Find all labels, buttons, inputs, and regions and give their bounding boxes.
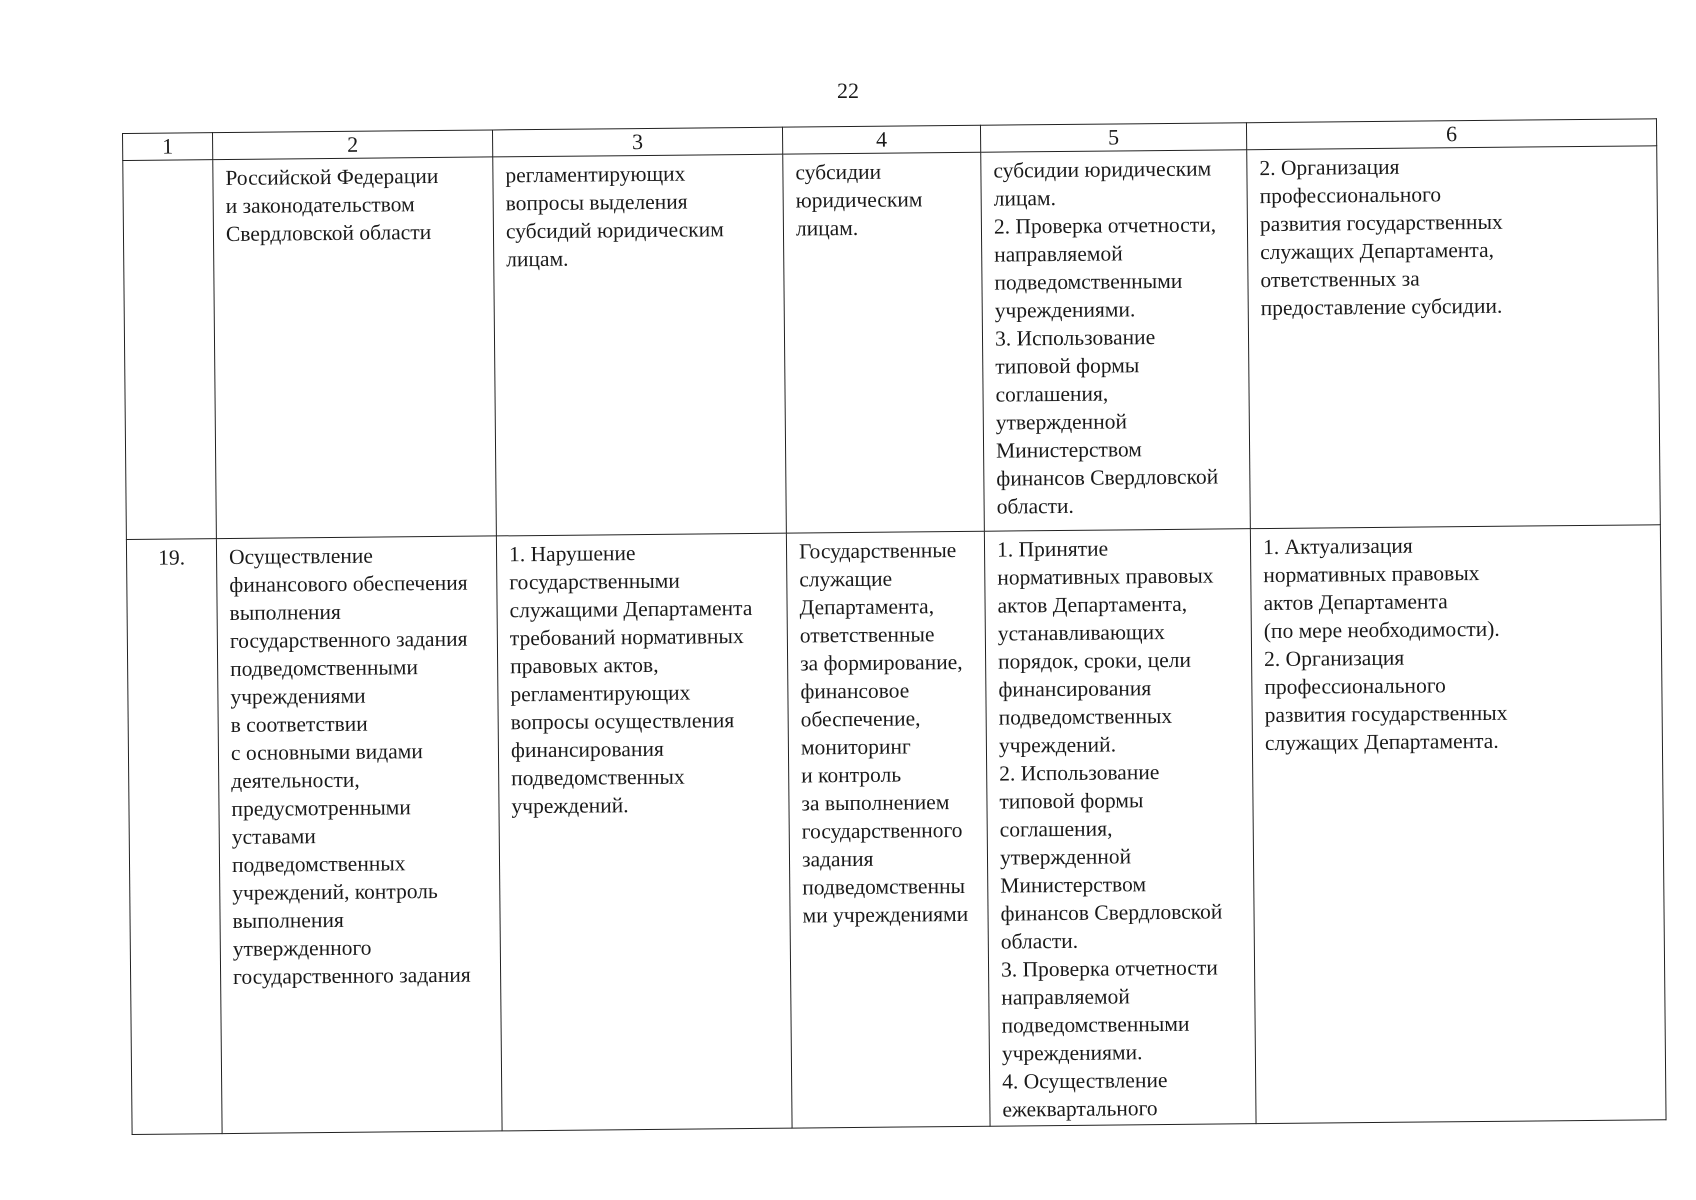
cell-text-line: Министерством	[995, 437, 1142, 463]
cell-corruption-function	[213, 157, 497, 539]
cell-text-line: типовой формы	[999, 788, 1144, 814]
table-row	[126, 525, 1666, 1135]
cell-text-line: задания	[801, 846, 874, 872]
cell-text-line: субсидии юридическим	[993, 156, 1212, 183]
cell-typical-situation	[493, 154, 787, 536]
cell-text-line: подведомственных	[511, 764, 685, 791]
row-number-cell	[123, 160, 217, 540]
cell-text-line: Государственные	[798, 538, 957, 564]
cell-text-line: субсидии	[795, 159, 882, 185]
cell-text-line: утвержденной	[999, 844, 1132, 870]
cell-text-line: области.	[1000, 928, 1079, 954]
cell-text-line: финансовое	[800, 678, 910, 704]
cell-text-line: развития государственных	[1264, 700, 1508, 728]
cell-text-line: финансирования	[510, 736, 664, 763]
cell-text-line: актов Департамента,	[997, 591, 1188, 618]
header-cell-1: 1	[123, 133, 213, 161]
cell-text-line: направляемой	[994, 241, 1123, 267]
cell-text-line: 2. Организация	[1263, 645, 1405, 672]
cell-text-line: учреждениями	[230, 683, 366, 709]
row-number-cell: 19.	[126, 539, 222, 1135]
cell-text-line: в соответствии	[230, 711, 368, 737]
cell-responsible-positions	[783, 152, 985, 533]
cell-text-line: мониторинг	[800, 734, 911, 760]
cell-text-line: профессионального	[1259, 182, 1442, 209]
cell-text-line: государственными	[509, 568, 680, 595]
cell-text-line: служащие	[799, 566, 893, 592]
header-cell-5: 5	[980, 123, 1246, 153]
cell-text-line: 1. Нарушение	[508, 541, 636, 567]
cell-text-line: направляемой	[1001, 984, 1130, 1010]
cell-text-line: выполнения	[229, 599, 341, 625]
cell-text-line: Свердловской области	[225, 220, 432, 247]
cell-text-line: актов Департамента	[1263, 589, 1448, 616]
cell-text-line: обеспечение,	[800, 706, 921, 732]
cell-text-line: 1. Актуализация	[1262, 533, 1413, 560]
cell-text-line: регламентирующих	[510, 680, 691, 707]
cell-minimization-measures	[981, 150, 1251, 532]
cell-text-line: служащих Департамента,	[1260, 237, 1495, 265]
cell-text-line: лицам.	[506, 246, 569, 272]
cell-text-line: юридическим	[795, 187, 923, 213]
cell-text-line: утвержденной	[995, 409, 1128, 435]
cell-text-line: учреждениями.	[1001, 1040, 1143, 1066]
cell-typical-situation	[496, 533, 792, 1131]
cell-text-line: развития государственных	[1259, 209, 1503, 237]
cell-text-line: 2. Использование	[999, 760, 1160, 786]
cell-text-line: государственного задания	[229, 626, 468, 653]
cell-text-line: регламентирующих	[505, 161, 686, 188]
header-cell-2: 2	[213, 130, 493, 160]
cell-text-line: государственного задания	[232, 962, 471, 989]
header-cell-4: 4	[782, 125, 980, 154]
cell-additional-measures	[1247, 146, 1661, 529]
cell-text-line: подведомственных	[998, 703, 1173, 730]
cell-text-line: субсидий юридическим	[505, 217, 724, 244]
cell-text-line: лицам.	[993, 186, 1057, 211]
cell-text-line: подведомственными	[1001, 1011, 1190, 1038]
cell-text-line: подведомственными	[230, 655, 419, 681]
cell-text-line: Осуществление	[228, 543, 373, 569]
cell-text-line: ответственные	[799, 622, 935, 648]
cell-text-line: деятельности,	[231, 767, 360, 793]
cell-text-line: подведомственными	[994, 268, 1183, 295]
cell-text-line: Департамента,	[799, 594, 935, 620]
cell-text-line: уставами	[231, 824, 316, 849]
cell-text-line: ежеквартального	[1002, 1096, 1158, 1122]
cell-text-line: соглашения,	[995, 381, 1109, 407]
cell-text-line: вопросы выделения	[505, 189, 688, 216]
cell-text-line: государственного	[801, 817, 963, 844]
cell-text-line: устанавливающих	[997, 620, 1165, 646]
cell-text-line: учреждений.	[998, 732, 1117, 758]
cell-text-line: вопросы осуществления	[510, 708, 735, 735]
cell-text-line: 4. Осуществление	[1002, 1068, 1168, 1094]
cell-text-line: лицам.	[795, 215, 859, 241]
cell-text-line: нормативных правовых	[997, 563, 1214, 590]
cell-text-line: за формирование,	[800, 649, 963, 676]
cell-additional-measures	[1250, 525, 1666, 1124]
cell-text-line: учреждениями.	[994, 297, 1136, 323]
cell-text-line: финансирования	[998, 676, 1152, 702]
cell-text-line: и контроль	[801, 762, 902, 788]
cell-text-line: предусмотренными	[231, 795, 411, 821]
cell-text-line: профессионального	[1264, 673, 1446, 700]
cell-text-line: подведомственны	[802, 873, 966, 900]
cell-text-line: служащих Департамента.	[1264, 728, 1499, 756]
cell-text-line: выполнения	[232, 907, 344, 933]
cell-text-line: нормативных правовых	[1263, 560, 1480, 588]
cell-text-line: учреждений.	[511, 793, 629, 819]
cell-text-line: подведомственных	[231, 851, 406, 877]
cell-text-line: 1. Принятие	[996, 536, 1109, 562]
cell-text-line: типовой формы	[995, 353, 1140, 379]
table-row	[123, 146, 1661, 540]
cell-text-line: 2. Проверка отчетности,	[993, 212, 1217, 239]
cell-text-line: требований нормативных	[509, 624, 744, 651]
cell-text-line: предоставление субсидии.	[1260, 293, 1503, 321]
cell-text-line: учреждений, контроль	[232, 879, 438, 905]
cell-corruption-function	[216, 536, 502, 1134]
page-number: 22	[837, 78, 859, 103]
cell-text-line: области.	[996, 493, 1074, 519]
cell-text-line: финансов Свердловской	[1000, 899, 1223, 926]
cell-text-line: ми учреждениями	[802, 901, 969, 928]
cell-text-line: соглашения,	[999, 816, 1113, 842]
document-table-wrapper	[122, 118, 1666, 1135]
cell-text-line: финансов Свердловской	[996, 464, 1219, 491]
cell-text-line: финансового обеспечения	[229, 570, 468, 597]
header-cell-3: 3	[492, 127, 782, 157]
cell-text-line: 3. Проверка отчетности	[1000, 955, 1218, 982]
cell-text-line: с основными видами	[230, 739, 423, 765]
cell-text-line: и законодательством	[225, 192, 415, 219]
cell-text-line: Министерством	[1000, 872, 1147, 898]
cell-text-line: служащими Департамента	[509, 595, 753, 623]
cell-text-line: утвержденного	[232, 935, 372, 961]
cell-minimization-measures	[984, 529, 1256, 1127]
cell-text-line: (по мере необходимости).	[1263, 616, 1500, 644]
cell-text-line: за выполнением	[801, 790, 950, 816]
cell-text-line: порядок, сроки, цели	[997, 647, 1192, 674]
cell-text-line: 3. Использование	[994, 325, 1156, 351]
cell-text-line: Российской Федерации	[225, 163, 439, 191]
cell-responsible-positions	[786, 531, 990, 1128]
cell-text-line: 2. Организация	[1259, 154, 1400, 181]
header-cell-6: 6	[1246, 119, 1656, 150]
cell-text-line: правовых актов,	[510, 652, 659, 679]
document-table	[122, 118, 1667, 1135]
cell-text-line: ответственных за	[1260, 266, 1420, 293]
